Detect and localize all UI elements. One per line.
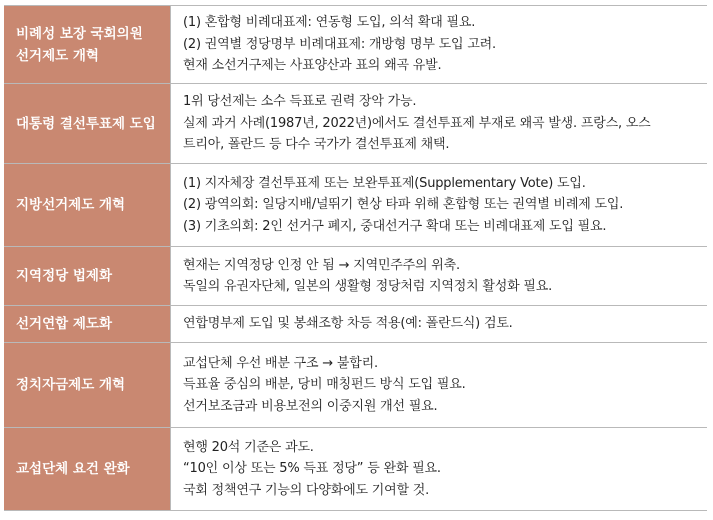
table-row (4, 428, 707, 511)
table-row (4, 6, 707, 84)
content-line: 트리아, 폴란드 등 다수 국가가 결선투표제 채택. (183, 137, 450, 153)
content-line: 연합명부제 도입 및 봉쇄조항 차등 적용(예: 폴란드식) 검토. (183, 316, 513, 332)
content-line: 현행 20석 기준은 과도. (183, 439, 314, 455)
content-line: (3) 기초의회: 2인 선거구 폐지, 중대선거구 확대 또는 비례대표제 도입 필요. (183, 218, 607, 234)
row-content (170, 343, 707, 427)
table-row (4, 84, 707, 164)
content-line: “10인 이상 또는 5% 득표 정당” 등 완화 필요. (183, 461, 441, 477)
row-header-line: 대통령 결선투표제 도입 (16, 115, 156, 132)
content-line: (1) 혼합형 비례대표제: 연동형 도입, 의석 확대 필요. (183, 15, 476, 31)
row-content (170, 247, 707, 305)
table-row (4, 306, 707, 343)
reform-table (4, 5, 707, 511)
row-header-line: 지방선거제도 개혁 (16, 197, 126, 213)
row-content (170, 6, 707, 83)
row-content (170, 428, 707, 510)
table-row (4, 164, 707, 247)
content-line: 현재 소선거구제는 사표양산과 표의 왜곡 유발. (183, 58, 442, 74)
content-line: 1위 당선제는 소수 득표로 권력 장악 가능. (183, 94, 417, 110)
content-line: 실제 과거 사례(1987년, 2022년)에서도 결선투표제 부재로 왜곡 발생. 프랑스, 오스 (183, 115, 651, 131)
row-header (4, 428, 170, 510)
row-header (4, 164, 170, 246)
content-line: 독일의 유권자단체, 일본의 생활형 정당처럼 지역정치 활성화 필요. (183, 279, 553, 294)
row-content (170, 164, 707, 246)
table-row (4, 343, 707, 428)
row-header-line: 비례성 보장 국회의원 (16, 25, 143, 42)
row-header (4, 6, 170, 83)
row-header-line: 교섭단체 요건 완화 (16, 461, 130, 477)
row-header (4, 306, 170, 342)
table-row (4, 247, 707, 306)
row-header-line: 선거연합 제도화 (16, 316, 112, 332)
row-header-line: 지역정당 법제화 (16, 268, 112, 284)
row-header (4, 343, 170, 427)
row-header-line: 선거제도 개혁 (16, 47, 99, 64)
content-line: (2) 광역의회: 일당지배/널뛰기 현상 타파 위해 혼합형 또는 권역별 비례제 도입. (183, 197, 624, 213)
row-header (4, 247, 170, 305)
content-line: 교섭단체 우선 배분 구조 → 불합리. (183, 355, 378, 371)
row-content (170, 306, 707, 342)
content-line: 선거보조금과 비용보전의 이중지원 개선 필요. (183, 398, 438, 414)
content-line: 득표율 중심의 배분, 당비 매칭펀드 방식 도입 필요. (183, 377, 466, 393)
content-line: (1) 지자체장 결선투표제 또는 보완투표제(Supplementary Vote) 도입. (183, 175, 586, 191)
row-header-line: 정치자금제도 개혁 (16, 377, 126, 393)
content-line: 현재는 지역정당 인정 안 됨 → 지역민주주의 위축. (183, 257, 460, 273)
content-line: 국회 정책연구 기능의 다양화에도 기여할 것. (183, 482, 430, 498)
row-content (170, 84, 707, 163)
row-header (4, 84, 170, 163)
content-line: (2) 권역별 정당명부 비례대표제: 개방형 명부 도입 고려. (183, 36, 496, 52)
